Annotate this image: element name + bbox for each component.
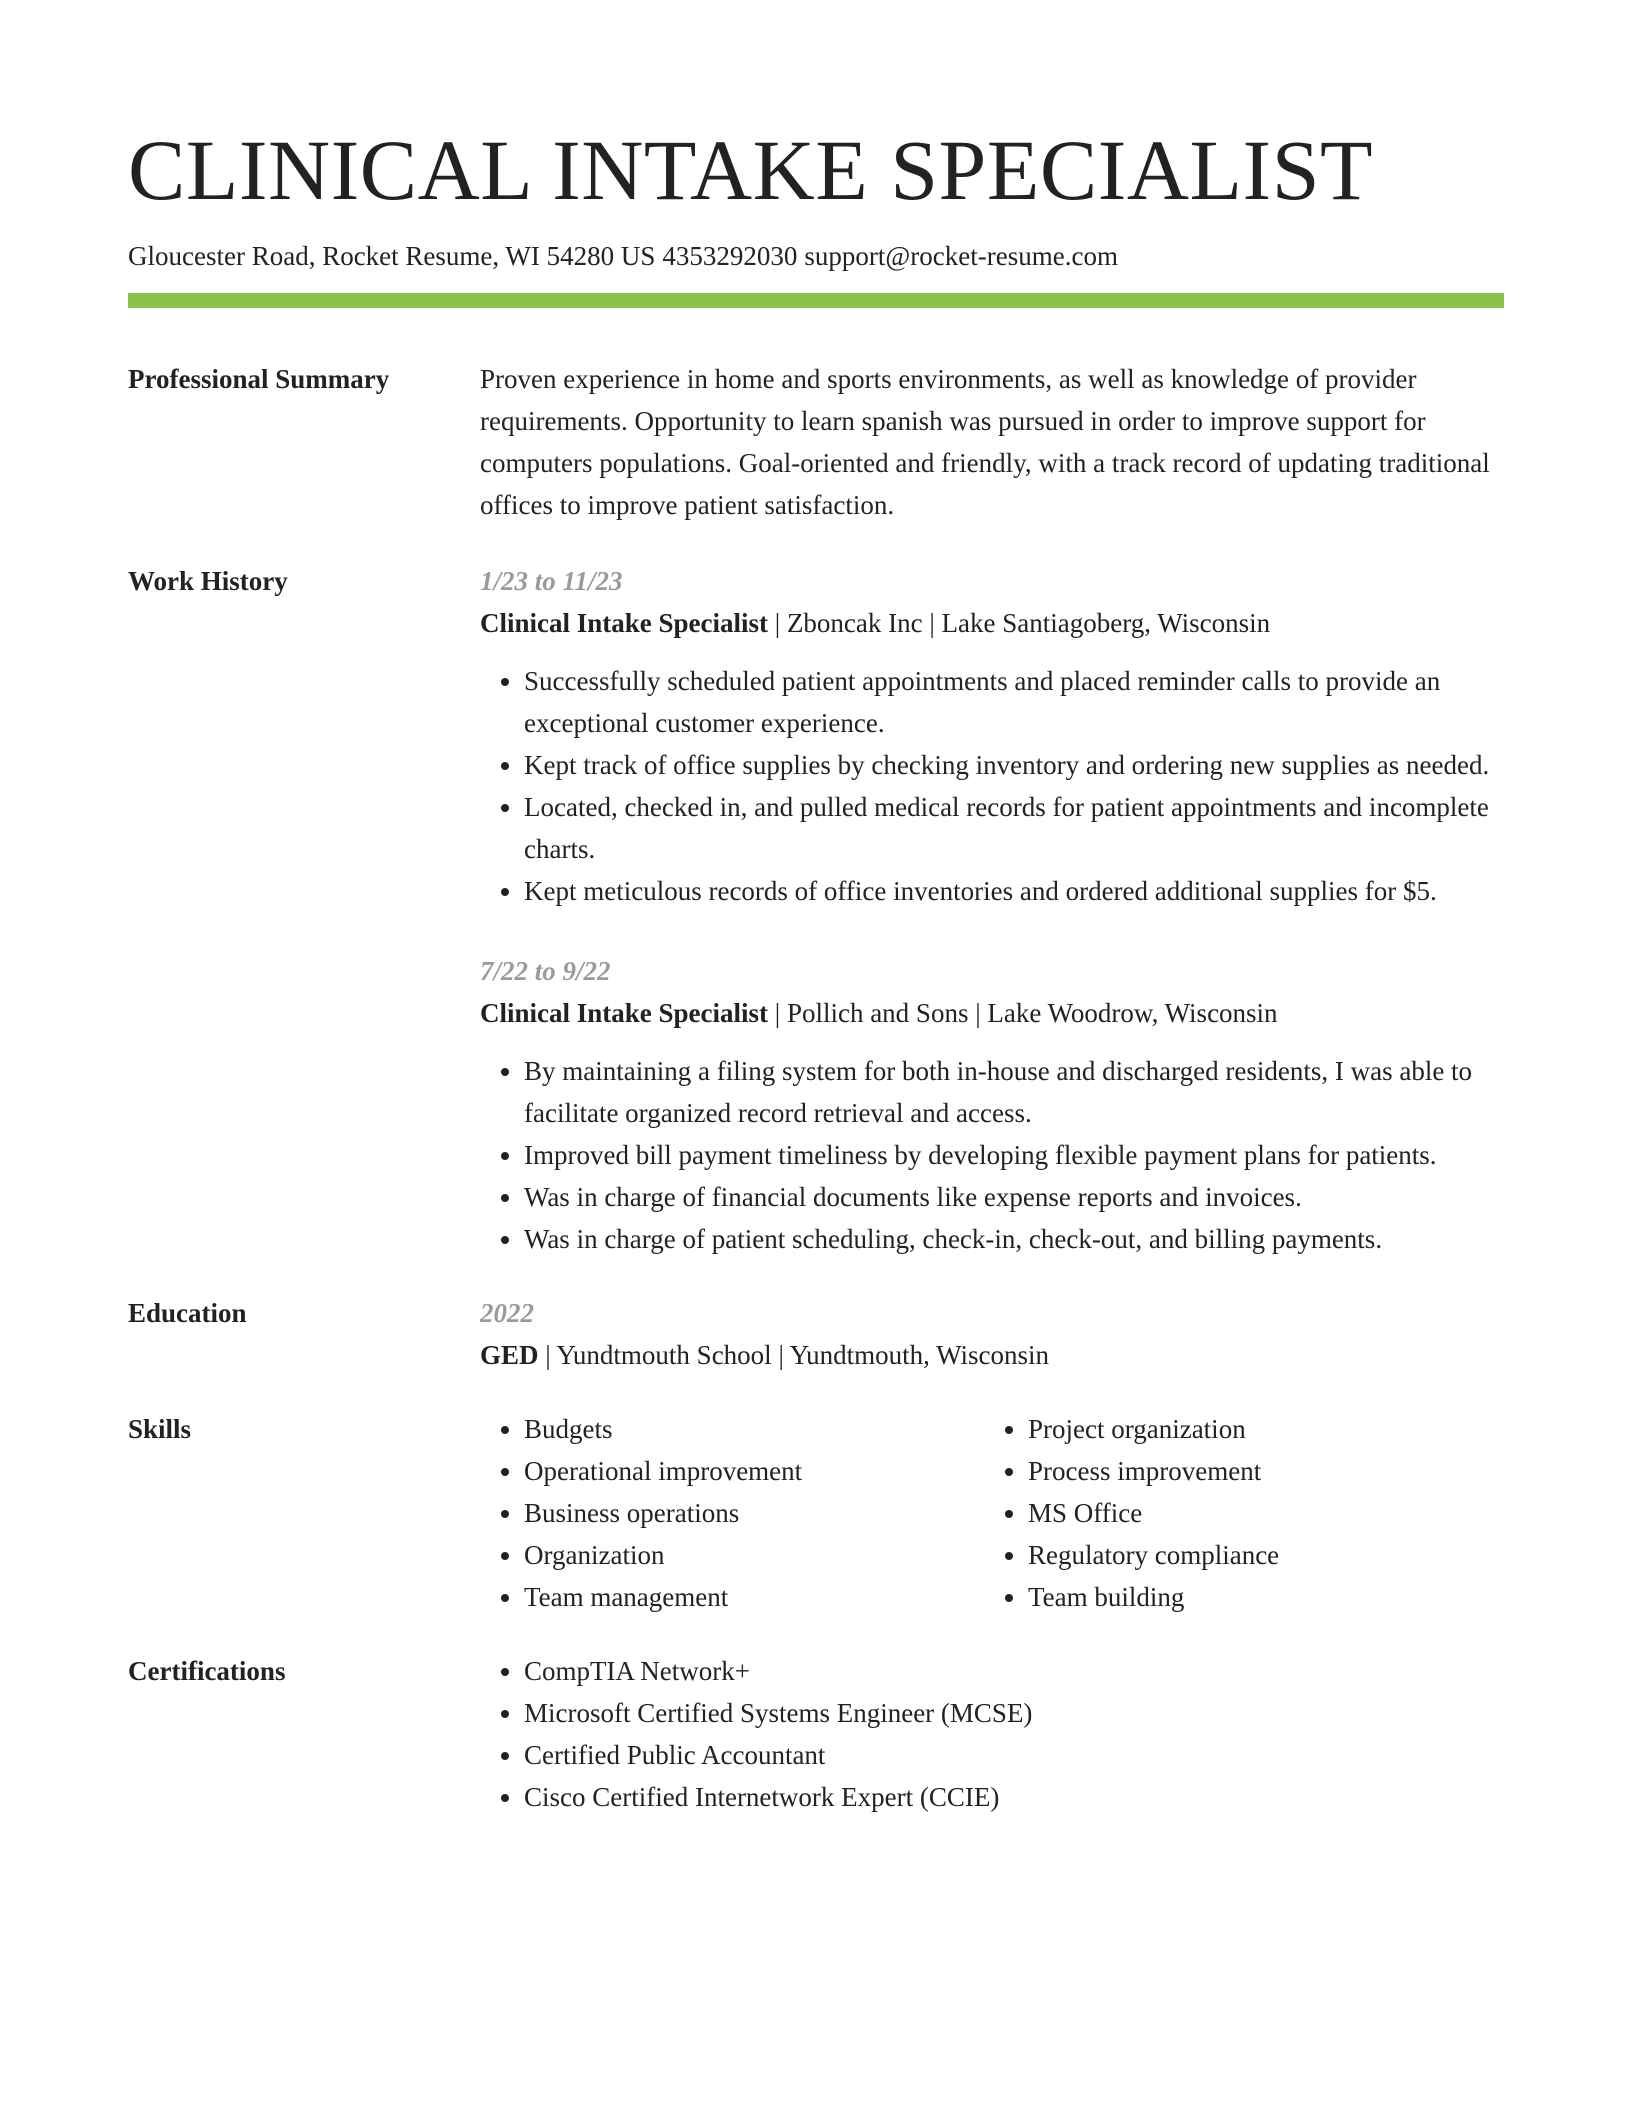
summary-heading: Professional Summary (128, 364, 390, 394)
skill-item: • Team management (524, 1576, 984, 1618)
job-bullet: • Improved bill payment timeliness by developing flexible payment plans for patients. (524, 1134, 1504, 1176)
work-history-section (128, 560, 1504, 1260)
summary-section (128, 358, 1504, 526)
skill-item: • Regulatory compliance (1028, 1534, 1488, 1576)
skills-column-left (480, 1408, 984, 1618)
skills-body (480, 1408, 1504, 1618)
skills-column-right (984, 1408, 1488, 1618)
job-title: Clinical Intake Specialist (480, 608, 769, 638)
skill-item: • Team building (1028, 1576, 1488, 1618)
job-location: Lake Woodrow, Wisconsin (987, 998, 1278, 1028)
job-bullet: • Kept meticulous records of office inventories and ordered additional supplies for $5. (524, 870, 1504, 912)
skills-section (128, 1408, 1504, 1618)
skills-grid (480, 1408, 1504, 1618)
contact-address: Gloucester Road, Rocket Resume, WI 54280 US (128, 241, 656, 271)
skill-item: • Organization (524, 1534, 984, 1576)
education-location: Yundtmouth, Wisconsin (789, 1340, 1050, 1370)
education-body (480, 1292, 1504, 1376)
skill-item: • Project organization (1028, 1408, 1488, 1450)
education-degree: GED (480, 1340, 539, 1370)
certification-item: • CompTIA Network+ (524, 1650, 1504, 1692)
resume-page (128, 118, 1504, 1818)
job-bullet: • Successfully scheduled patient appointments and placed reminder calls to provide an exceptional customer experience. (524, 660, 1504, 744)
skill-item: • Process improvement (1028, 1450, 1488, 1492)
contact-line (128, 238, 1504, 274)
job-role-line: Clinical Intake Specialist | Zboncak Inc | Lake Santiagoberg, Wisconsin (480, 608, 1271, 638)
certification-item: • Certified Public Accountant (524, 1734, 1504, 1776)
skill-item: • Budgets (524, 1408, 984, 1450)
job-bullet: • Was in charge of financial documents like expense reports and invoices. (524, 1176, 1504, 1218)
contact-email[interactable]: support@rocket-resume.com (804, 241, 1118, 271)
job-bullet: • By maintaining a filing system for both in-house and discharged residents, I was able to facilitate organized record retrieval and access. (524, 1050, 1504, 1134)
contact-phone: 4353292030 (662, 241, 798, 271)
certifications-heading: Certifications (128, 1656, 286, 1686)
skill-item: • Operational improvement (524, 1450, 984, 1492)
job-bullet: • Was in charge of patient scheduling, check-in, check-out, and billing payments. (524, 1218, 1504, 1260)
certification-item: • Microsoft Certified Systems Engineer (MCSE) (524, 1692, 1504, 1734)
candidate-name: CLINICAL INTAKE SPECIALIST (128, 122, 1374, 218)
certifications-list (480, 1650, 1504, 1818)
education-heading: Education (128, 1298, 247, 1328)
skill-item: • Business operations (524, 1492, 984, 1534)
job-role-line: Clinical Intake Specialist | Pollich and Sons | Lake Woodrow, Wisconsin (480, 998, 1278, 1028)
job-dates: 1/23 to 11/23 (480, 566, 623, 596)
certifications-body (480, 1650, 1504, 1818)
job-bullet: • Kept track of office supplies by checking inventory and ordering new supplies as needed. (524, 744, 1504, 786)
education-section (128, 1292, 1504, 1376)
job-dates: 7/22 to 9/22 (480, 956, 611, 986)
work-history-heading: Work History (128, 566, 288, 596)
education-line: GED | Yundtmouth School | Yundtmouth, Wisconsin (480, 1340, 1050, 1370)
skills-heading: Skills (128, 1414, 192, 1444)
job-entry (480, 950, 1504, 1260)
education-year: 2022 (480, 1298, 534, 1328)
education-school: Yundtmouth School (556, 1340, 772, 1370)
job-entry (480, 560, 1504, 912)
job-title: Clinical Intake Specialist (480, 998, 769, 1028)
job-company: Zboncak Inc (786, 608, 923, 638)
work-history-body (480, 560, 1504, 1260)
job-bullets (480, 660, 1504, 912)
accent-divider (128, 293, 1504, 308)
job-company: Pollich and Sons (786, 998, 969, 1028)
job-location: Lake Santiagoberg, Wisconsin (941, 608, 1271, 638)
skill-item: • MS Office (1028, 1492, 1488, 1534)
certification-item: • Cisco Certified Internetwork Expert (CCIE) (524, 1776, 1504, 1818)
job-bullet: • Located, checked in, and pulled medical records for patient appointments and incomplete charts. (524, 786, 1504, 870)
job-bullets (480, 1050, 1504, 1260)
summary-text: Proven experience in home and sports environments, as well as knowledge of provider requirements. Opportunity to learn spanish was pursued in order to improve support for computers populations. Goal-oriented and friendly, with a track record of updating traditional offices to improve patient satisfaction. (480, 364, 1490, 520)
certifications-section (128, 1650, 1504, 1818)
